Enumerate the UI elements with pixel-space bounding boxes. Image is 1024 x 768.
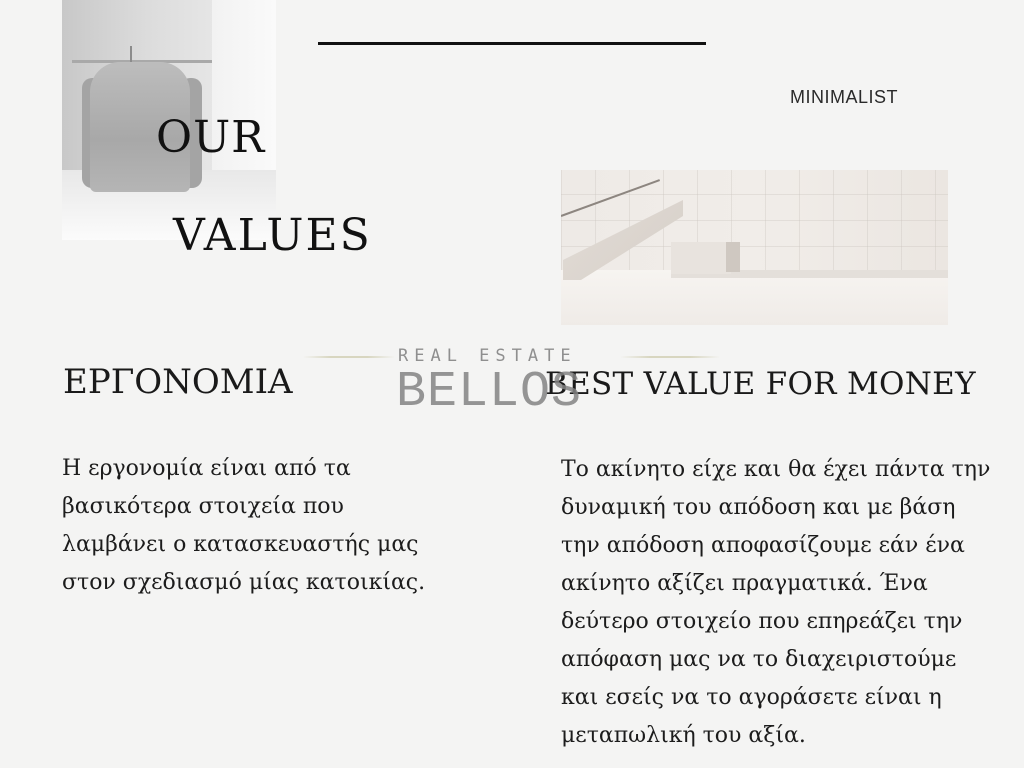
text-line: λαμβάνει ο κατασκευαστής μας: [62, 532, 419, 557]
logo-rule-right: [620, 356, 720, 358]
text-line: δυναμική του απόδοση και με βάση: [561, 495, 956, 520]
text-line: Το ακίνητο είχε και θα έχει πάντα την: [561, 457, 991, 482]
text-line: Η εργονομία είναι από τα: [62, 456, 351, 481]
value-description-ergonomia: [62, 450, 482, 602]
text-line: την απόδοση αποφασίζουμε εάν ένα: [561, 533, 965, 558]
tagline: MINIMALIST: [790, 87, 899, 107]
title-line-2: VALUES: [173, 210, 372, 261]
architecture-photo: [561, 170, 948, 325]
logo-subtitle: REAL ESTATE: [398, 346, 577, 366]
logo-rule-left: [303, 356, 395, 358]
value-heading-ergonomia: ΕΡΓΟΝΟΜΙΑ: [63, 362, 293, 402]
title-line-1: OUR: [156, 112, 266, 163]
top-divider-rule: [318, 42, 706, 45]
text-line: απόφαση μας να το διαχειριστούμε: [561, 647, 957, 672]
text-line: βασικότερα στοιχεία που: [62, 494, 344, 519]
text-line: μεταπωλική του αξία.: [561, 723, 806, 748]
text-line: στον σχεδιασμό μίας κατοικίας.: [62, 570, 426, 595]
decorative-cut-glyph: [600, 0, 720, 4]
text-line: και εσείς να το αγοράσετε είναι η: [561, 685, 942, 710]
value-heading-best-value: BEST VALUE FOR MONEY: [545, 366, 976, 402]
value-description-best-value: [561, 451, 1001, 755]
logo-name: BELLOS: [396, 364, 583, 421]
text-line: δεύτερο στοιχείο που επηρεάζει την: [561, 609, 963, 634]
text-line: ακίνητο αξίζει πραγματικά. Ένα: [561, 571, 928, 596]
